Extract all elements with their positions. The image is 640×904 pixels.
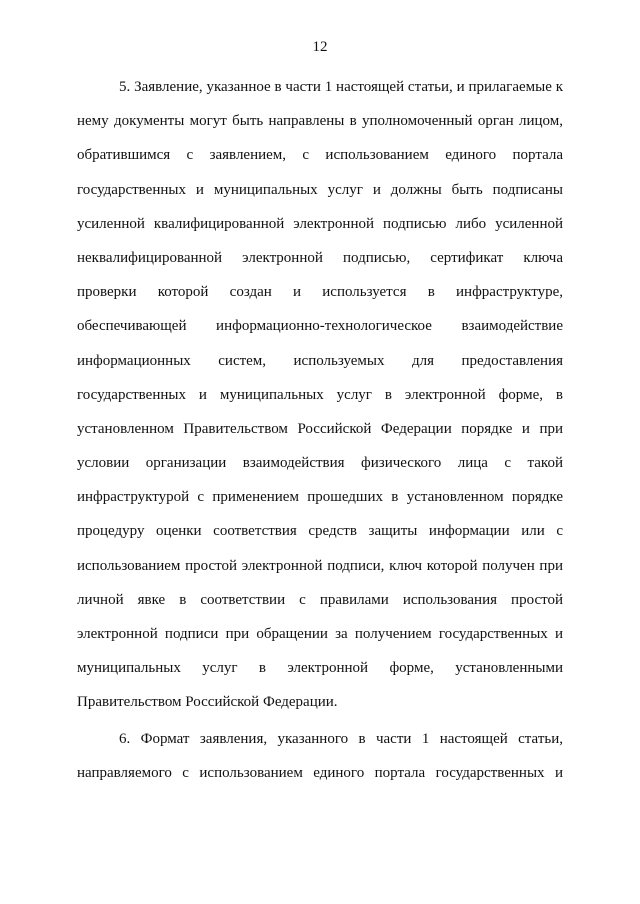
text-line: государственных и муниципальных услуг и должны быть подписаны [77, 181, 563, 198]
text-line: условии организации взаимодействия физического лица с такой [77, 455, 563, 472]
text-line: использованием простой электронной подписи, ключ которой получен при [77, 557, 563, 574]
text-line: информационных систем, используемых для предоставления [77, 352, 563, 369]
text-line: муниципальных услуг в электронной форме, установленными [77, 660, 563, 677]
text-line: направляемого с использованием единого портала государственных и [77, 764, 563, 781]
text-line: обеспечивающей информационно-технологическое взаимодействие [77, 318, 563, 335]
text-line: обратившимся с заявлением, с использованием единого портала [77, 147, 563, 164]
text-line: 5. Заявление, указанное в части 1 настоящей статьи, и прилагаемые к [119, 79, 563, 95]
paragraph-5 [77, 70, 563, 720]
text-line: нему документы могут быть направлены в уполномоченный орган лицом, [77, 113, 563, 130]
text-line: установленном Правительством Российской Федерации порядке и при [77, 420, 563, 437]
text-line: усиленной квалифицированной электронной подписью либо усиленной [77, 215, 563, 232]
text-line: неквалифицированной электронной подписью, сертификат ключа [77, 249, 563, 266]
paragraph-6 [77, 722, 563, 790]
text-line: процедуру оценки соответствия средств защиты информации или с [77, 523, 563, 540]
text-line: инфраструктурой с применением прошедших в установленном порядке [77, 489, 563, 506]
body-text [77, 70, 563, 790]
text-line: проверки которой создан и используется в инфраструктуре, [77, 284, 563, 301]
text-line: Правительством Российской Федерации. [77, 694, 338, 711]
text-line: электронной подписи при обращении за получением государственных и [77, 626, 563, 642]
text-line: личной явке в соответствии с правилами использования простой [77, 591, 563, 608]
text-line: государственных и муниципальных услуг в электронной форме, в [77, 386, 563, 403]
page-number: 12 [312, 39, 328, 55]
text-line: 6. Формат заявления, указанного в части 1 настоящей статьи, [119, 730, 563, 747]
